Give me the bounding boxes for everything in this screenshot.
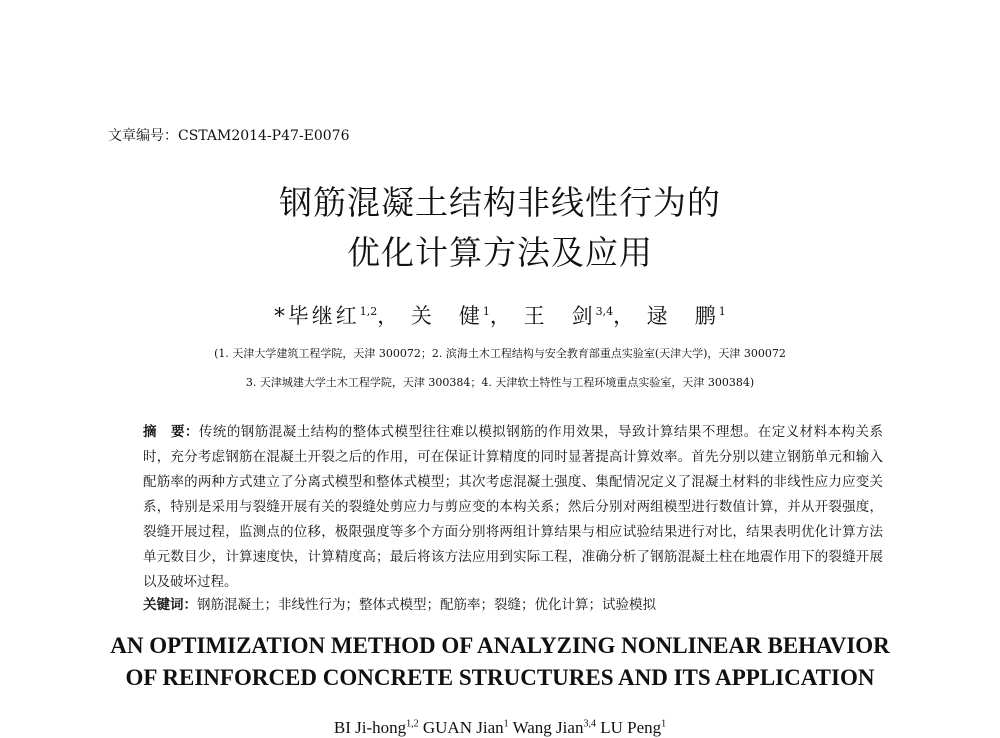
author-en-3: LU Peng$^1$ [600,718,667,737]
author-3: 逯 鹏$^1$ [646,304,726,328]
author-0: *毕继红$^{1,2}$， [274,304,402,328]
chinese-title-line-2: 优化计算方法及应用 [347,233,653,272]
english-authors [0,718,1000,738]
affiliation-line-2: 3. 天津城建大学土木工程学院，天津 300384；4. 天津软土特性与工程环境重点实验室，天津 300384) [245,376,755,389]
abstract [143,420,883,595]
keywords-text: 钢筋混凝土；非线性行为；整体式模型；配筋率；裂缝；优化计算；试验模拟 [197,597,656,613]
author-en-0: BI Ji-hong$^{1,2}$ [333,718,419,737]
author-2: 王 剑$^{3,4}$， [523,304,638,328]
author-1: 关 健$^1$， [410,304,514,328]
chinese-authors [0,300,1000,330]
article-number: 文章编号：CSTAM2014-P47-E0076 [108,128,350,144]
chinese-title-line-1: 钢筋混凝土结构非线性行为的 [279,183,721,222]
abstract-label: 摘 要： [143,424,199,440]
english-title-line-1: AN OPTIMIZATION METHOD OF ANALYZING NONLINEAR BEHAVIOR [110,633,890,658]
author-en-1: GUAN Jian$^1$ [422,718,509,737]
english-title-line-2: OF REINFORCED CONCRETE STRUCTURES AND ITS APPLICATION [125,665,875,690]
keywords [143,593,883,613]
keywords-label: 关键词： [143,597,197,613]
author-en-2: Wang Jian$^{3,4}$ [512,718,596,737]
affiliation-line-1: (1. 天津大学建筑工程学院，天津 300072；2. 滨海土木工程结构与安全教育部重点实验室(天津大学)，天津 300072 [214,347,786,360]
abstract-text: 传统的钢筋混凝土结构的整体式模型往往难以模拟钢筋的作用效果，导致计算结果不理想。在定义材料本构关系时，充分考虑钢筋在混凝土开裂之后的作用，可在保证计算精度的同时显著提高计算效率。首先分别以建立钢筋单元和输入配筋率的两种方式建立了分离式模型和整体式模型；其次考虑混凝土强度、集配情况定义了混凝土材料的非线性应力应变关系，特别是采用与裂缝开展有关的裂缝处剪应力与剪应变的本构关系；然后分别对两组模型进行数值计算，并从开裂强度，裂缝开展过程，监测点的位移，极限强度等多个方面分别将两组计算结果与相应试验结果进行对比，结果表明优化计算方法单元数目少，计算速度快，计算精度高；最后将该方法应用到实际工程，准确分析了钢筋混凝土柱在地震作用下的裂缝开展以及破坏过程。 [143,424,884,590]
